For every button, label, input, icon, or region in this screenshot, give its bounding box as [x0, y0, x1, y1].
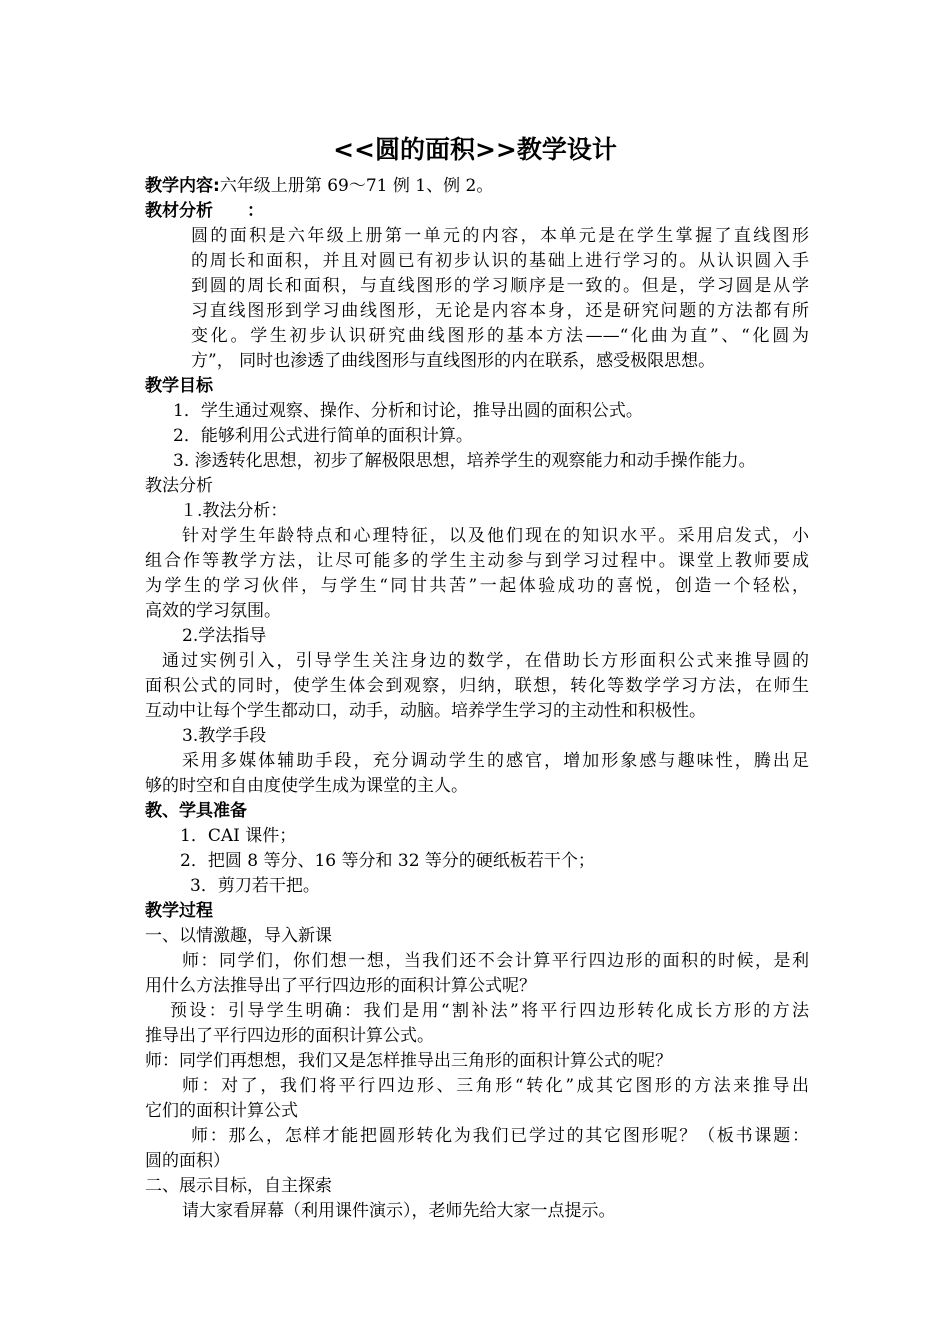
method-paragraph-line: 互动中让每个学生都动口，动手，动脑。培养学生学习的主动性和积极性。 [145, 701, 706, 721]
analysis-line: 圆的面积是六年级上册第一单元的内容，本单元是在学生掌握了直线图形 [191, 226, 809, 246]
teaching-goals-heading: 教学目标 [145, 376, 213, 396]
process-paragraph-line: 师：那么，怎样才能把圆形转化为我们已学过的其它图形呢？（板书课题： [191, 1126, 809, 1146]
method-paragraph-line: 针对学生年龄特点和心理特征，以及他们现在的知识水平。采用启发式，小 [182, 526, 809, 546]
tool-item: 3．剪刀若干把。 [190, 876, 320, 896]
goal-item: 1．学生通过观察、操作、分析和讨论，推导出圆的面积公式。 [173, 401, 643, 421]
process-paragraph-line: 推导出了平行四边形的面积计算公式。 [145, 1026, 434, 1046]
process-step-heading: 二、展示目标，自主探索 [145, 1176, 332, 1196]
tools-heading: 教、学具准备 [145, 801, 247, 821]
process-step-heading: 一、以情激趣，导入新课 [145, 926, 332, 946]
analysis-line: 的周长和面积，并且对圆已有初步认识的基础上进行学习的。从认识圆入手 [191, 251, 809, 271]
method-paragraph-line: 组合作等教学方法，让尽可能多的学生主动参与到学习过程中。课堂上教师要成 [145, 551, 809, 571]
analysis-line: 方”， 同时也渗透了曲线图形与直线图形的内在联系，感受极限思想。 [191, 351, 716, 371]
analysis-line: 变化。学生初步认识研究曲线图形的基本方法——“化曲为直”、“化圆为 [191, 326, 809, 346]
tool-item: 1．CAI 课件； [180, 826, 297, 846]
material-analysis-heading: 教材分析 ： [145, 201, 264, 221]
document-title: <<圆的面积>>教学设计 [333, 135, 617, 164]
process-paragraph-line: 圆的面积） [145, 1151, 230, 1171]
process-paragraph-line: 它们的面积计算公式 [145, 1101, 298, 1121]
method-paragraph-line: 通过实例引入，引导学生关注身边的数学，在借助长方形面积公式来推导圆的 [162, 651, 809, 671]
method-paragraph-line: 面积公式的同时，使学生体会到观察，归纳，联想，转化等数学学习方法，在师生 [145, 676, 809, 696]
method-subheading: 3.教学手段 [182, 726, 267, 746]
goal-item: 2．能够利用公式进行简单的面积计算。 [173, 426, 473, 446]
analysis-line: 习直线图形到学习曲线图形，无论是内容本身，还是研究问题的方法都有所 [191, 301, 809, 321]
process-paragraph-line: 用什么方法推导出了平行四边形的面积计算公式呢？ [145, 976, 536, 996]
process-paragraph-line: 师：同学们，你们想一想，当我们还不会计算平行四边形的面积的时候，是利 [182, 951, 809, 971]
analysis-line: 到圆的周长和面积，与直线图形的学习顺序是一致的。但是，学习圆是从学 [191, 276, 809, 296]
goal-item: 3. 渗透转化思想，初步了解极限思想，培养学生的观察能力和动手操作能力。 [173, 451, 756, 471]
method-paragraph-line: 采用多媒体辅助手段，充分调动学生的感官，增加形象感与趣味性，腾出足 [182, 751, 809, 771]
method-subheading: １.教法分析： [180, 501, 288, 521]
method-subheading: 2.学法指导 [182, 626, 267, 646]
teaching-process-heading: 教学过程 [145, 901, 213, 921]
teaching-content-line [145, 174, 811, 198]
process-paragraph-line: 请大家看屏幕（利用课件演示），老师先给大家一点提示。 [182, 1201, 616, 1221]
method-paragraph-line: 够的时空和自由度使学生成为课堂的主人。 [145, 776, 468, 796]
teaching-method-heading: 教法分析 [145, 476, 213, 496]
method-paragraph-line: 高效的学习氛围。 [145, 601, 281, 621]
teaching-content-label: 教学内容: [145, 176, 220, 196]
process-paragraph-line: 师：对了，我们将平行四边形、三角形“转化”成其它图形的方法来推导出 [182, 1076, 809, 1096]
process-paragraph-line: 师：同学们再想想，我们又是怎样推导出三角形的面积计算公式的呢？ [145, 1051, 672, 1071]
method-paragraph-line: 为学生的学习伙伴，与学生“同甘共苦”一起体验成功的喜悦，创造一个轻松， [145, 576, 809, 596]
teaching-content-text: 六年级上册第 69～71 例 1、例 2。 [219, 176, 494, 196]
process-paragraph-line: 预设：引导学生明确：我们是用“割补法”将平行四边形转化成长方形的方法 [170, 1001, 809, 1021]
tool-item: 2．把圆 8 等分、16 等分和 32 等分的硬纸板若干个； [180, 851, 595, 871]
